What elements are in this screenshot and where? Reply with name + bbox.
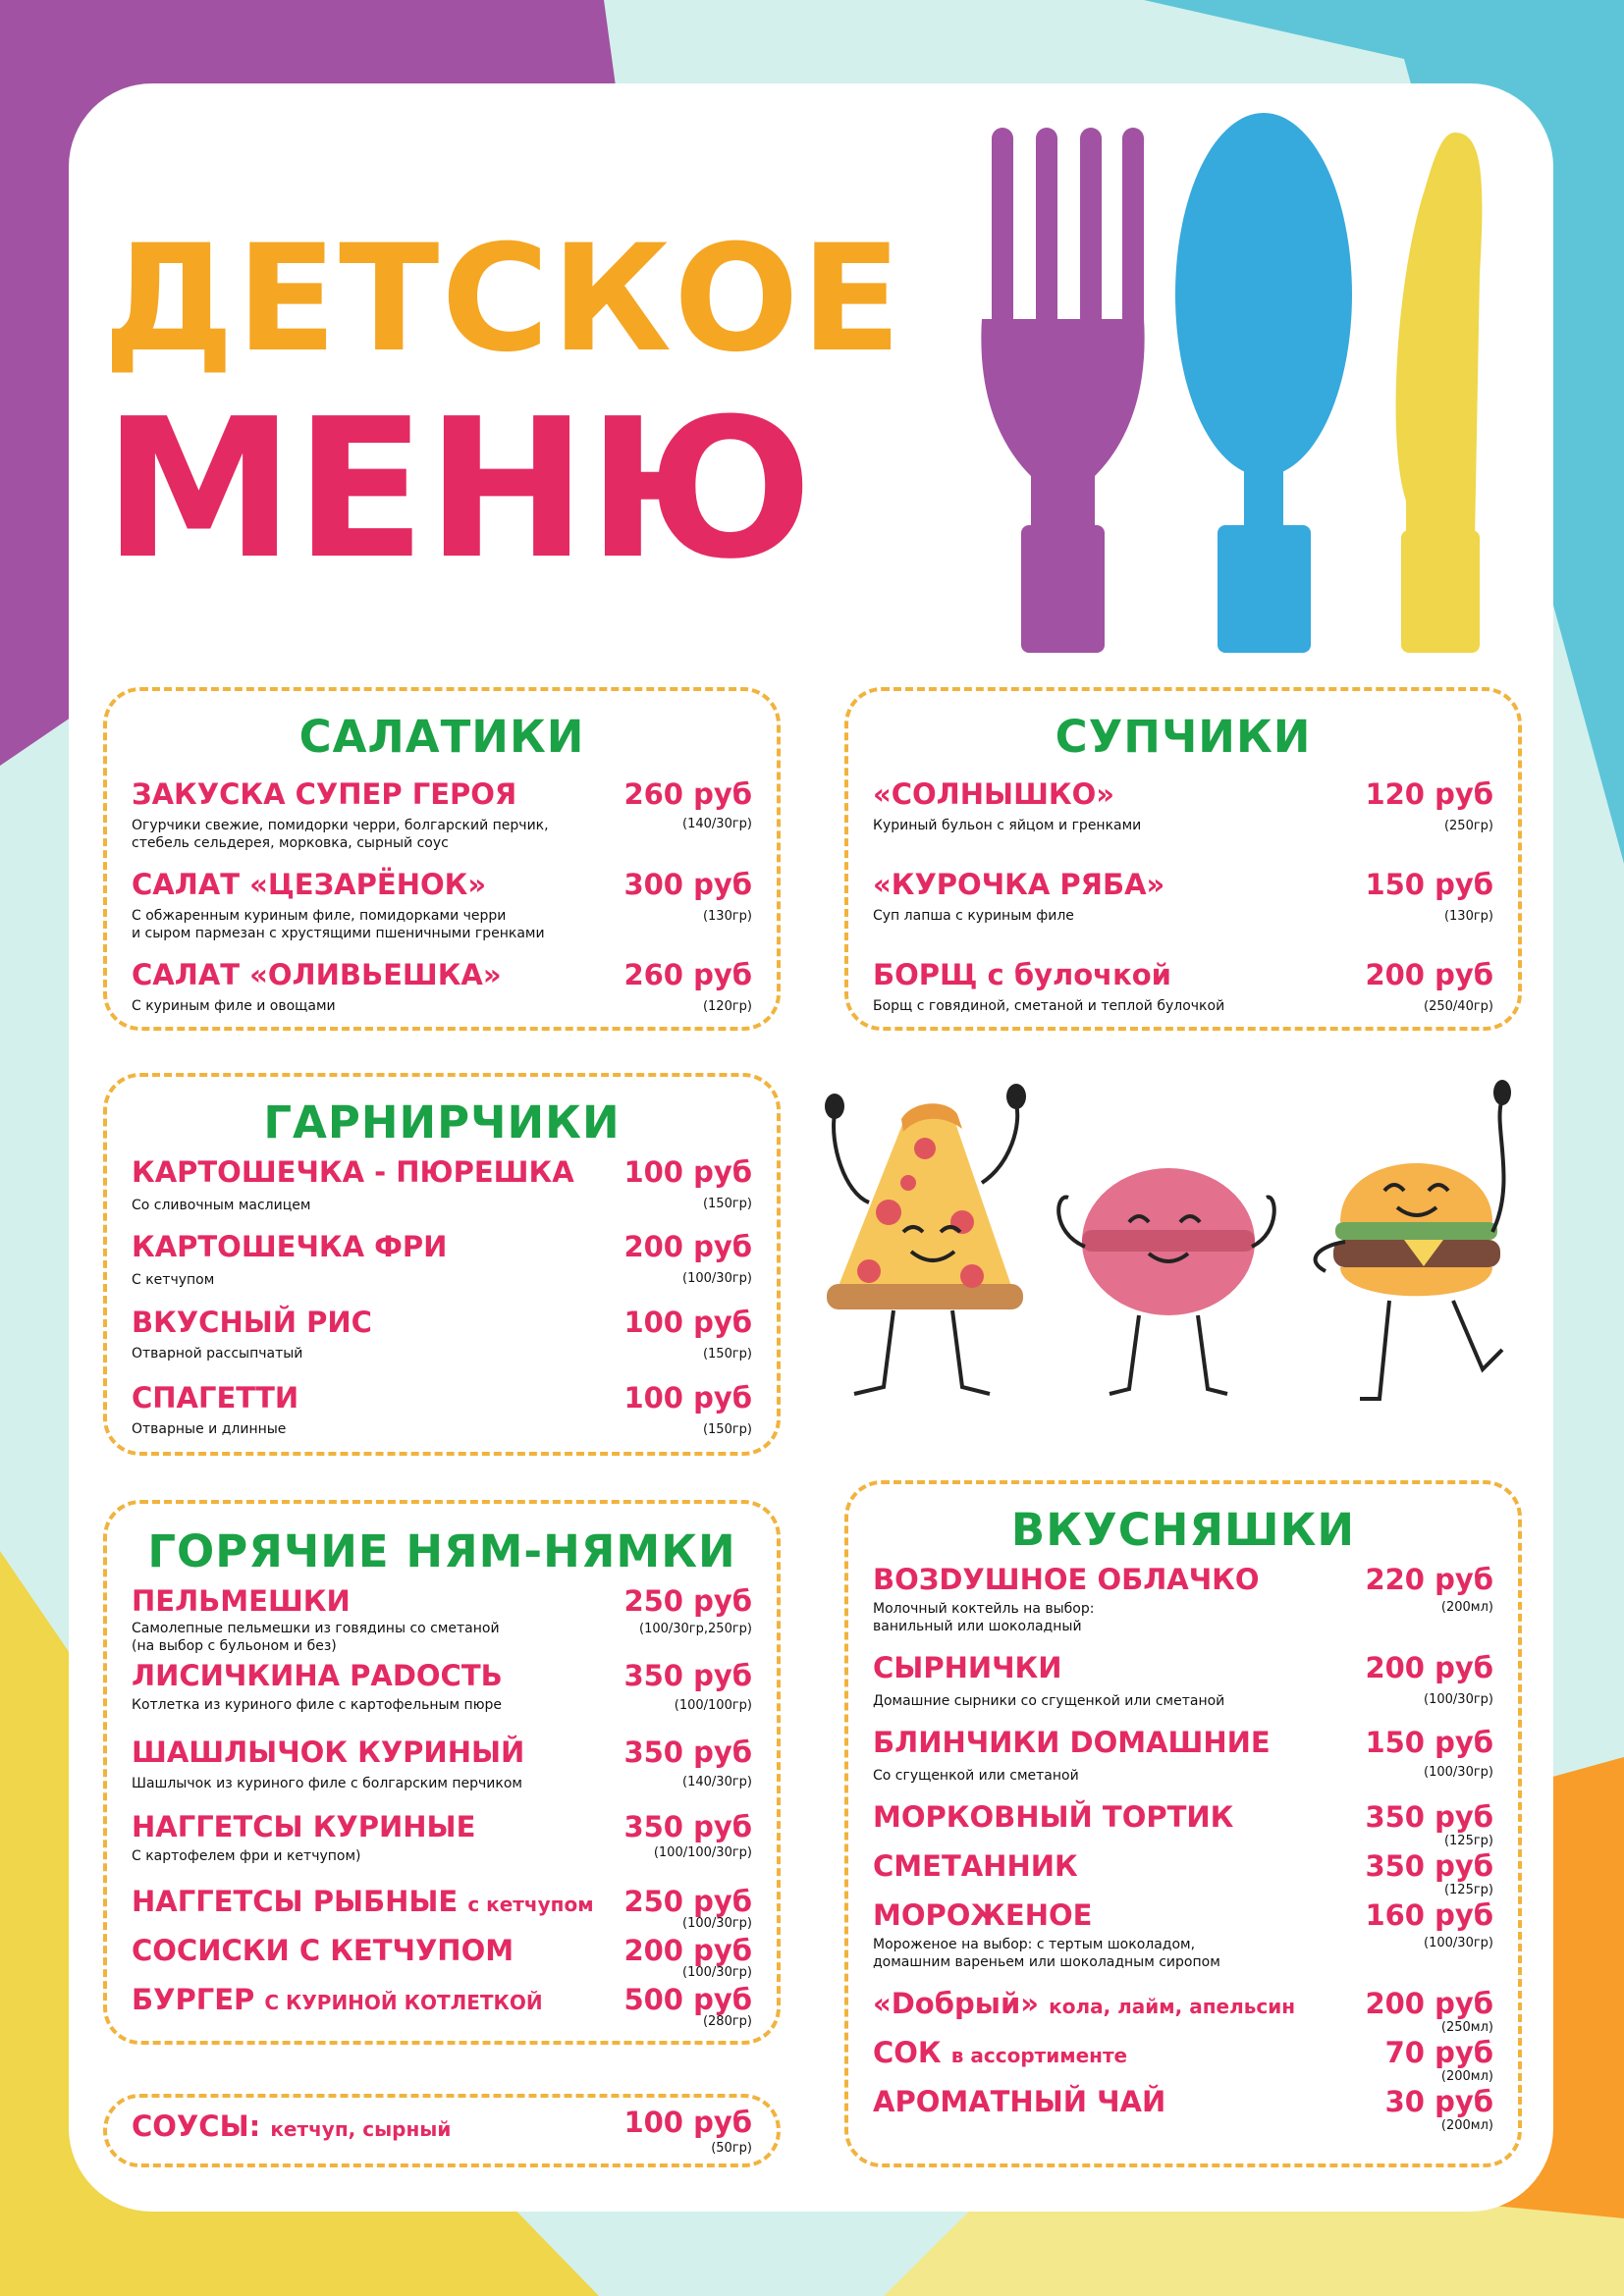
item-description: Самолепные пельмешки из говядины со сметаной xyxy=(132,1621,500,1636)
food-characters-illustration xyxy=(815,1075,1532,1428)
item-name: СЫРНИЧКИ xyxy=(873,1651,1062,1684)
item-price: 100 руб xyxy=(623,2106,752,2139)
section-title: ГОРЯЧИЕ НЯМ-НЯМКИ xyxy=(147,1525,736,1577)
item-price: 200 руб xyxy=(1365,958,1493,991)
item-price: 250 руб xyxy=(623,1584,752,1618)
item-weight: (280гр) xyxy=(702,2014,752,2029)
item-name-main: СОК xyxy=(873,2036,942,2069)
item-price: 100 руб xyxy=(623,1381,752,1415)
item-name: «СОЛНЫШКО» xyxy=(873,777,1114,811)
item-price: 220 руб xyxy=(1365,1563,1493,1596)
item-name: БЛИНЧИКИ DОМАШНИЕ xyxy=(873,1726,1271,1759)
item-price: 200 руб xyxy=(623,1934,752,1967)
item-weight: (150гр) xyxy=(702,1197,752,1211)
section-title: ГАРНИРЧИКИ xyxy=(263,1096,621,1148)
item-price: 260 руб xyxy=(623,958,752,991)
item-description: Суп лапша с куриным филе xyxy=(873,908,1074,924)
item-weight: (50гр) xyxy=(711,2141,752,2156)
item-weight: (100/100гр) xyxy=(674,1698,752,1713)
item-name: МОРКОВНЫЙ ТОРТИК xyxy=(873,1800,1234,1834)
item-price: 350 руб xyxy=(623,1659,752,1692)
item-price: 150 руб xyxy=(1365,868,1493,901)
item-description: Котлетка из куриного филе с картофельным пюре xyxy=(132,1697,502,1713)
pizza-character xyxy=(825,1084,1026,1394)
item-price: 350 руб xyxy=(1365,1800,1493,1834)
item-weight: (100/30гр) xyxy=(682,1916,752,1931)
item-weight: (250/40гр) xyxy=(1424,999,1493,1014)
item-weight: (100/30гр) xyxy=(682,1271,752,1286)
item-name: ВКУСНЫЙ РИС xyxy=(132,1306,372,1339)
item-description: стебель сельдерея, морковка, сырный соус xyxy=(132,835,449,851)
spoon-icon xyxy=(1170,113,1357,658)
item-weight: (125гр) xyxy=(1443,1883,1493,1897)
item-weight: (200мл) xyxy=(1440,1600,1493,1615)
item-name: САЛАТ «ОЛИВЬЕШКА» xyxy=(132,958,502,991)
section-soups xyxy=(844,687,1522,1031)
item-price: 150 руб xyxy=(1365,1726,1493,1759)
item-price: 350 руб xyxy=(623,1735,752,1769)
item-description: ванильный или шоколадный xyxy=(873,1619,1082,1634)
item-name: СПАГЕТТИ xyxy=(132,1381,299,1415)
item-weight: (150гр) xyxy=(702,1347,752,1362)
item-weight: (200мл) xyxy=(1440,2069,1493,2084)
section-sweets xyxy=(844,1480,1522,2167)
item-name xyxy=(873,1987,1295,2020)
item-price: 260 руб xyxy=(623,777,752,811)
item-weight: (100/30гр,250гр) xyxy=(639,1622,752,1636)
item-price: 350 руб xyxy=(623,1810,752,1843)
item-price: 300 руб xyxy=(623,868,752,901)
fork-icon xyxy=(977,123,1149,658)
item-name: ШАШЛЫЧОК КУРИНЫЙ xyxy=(132,1735,525,1769)
item-price: 70 руб xyxy=(1384,2036,1493,2069)
item-price: 250 руб xyxy=(623,1885,752,1918)
item-price: 100 руб xyxy=(623,1155,752,1189)
item-price: 100 руб xyxy=(623,1306,752,1339)
item-weight: (140/30гр) xyxy=(682,817,752,831)
item-weight: (125гр) xyxy=(1443,1834,1493,1848)
item-description: Домашние сырники со сгущенкой или сметаной xyxy=(873,1693,1225,1709)
item-weight: (200мл) xyxy=(1440,2118,1493,2133)
item-name: СОСИСКИ С КЕТЧУПОМ xyxy=(132,1934,514,1967)
item-description: Отварной рассыпчатый xyxy=(132,1346,303,1362)
item-weight: (250мл) xyxy=(1440,2020,1493,2035)
item-name: КАРТОШЕЧКА ФРИ xyxy=(132,1230,448,1263)
item-price: 160 руб xyxy=(1365,1898,1493,1932)
item-name: ПЕЛЬМЕШКИ xyxy=(132,1584,351,1618)
item-name-note: кола, лайм, апельсин xyxy=(1049,1995,1296,2018)
knife-icon xyxy=(1386,128,1489,658)
item-name: ВОЗDУШНОЕ ОБЛАЧКО xyxy=(873,1563,1260,1596)
item-name-main: СОУСЫ: xyxy=(132,2109,261,2143)
item-name xyxy=(132,2109,451,2143)
section-salads xyxy=(103,687,781,1031)
item-name: БОРЩ с булочкой xyxy=(873,958,1171,991)
item-name xyxy=(873,2036,1127,2069)
item-description: Со сгущенкой или сметаной xyxy=(873,1768,1079,1784)
section-title: ВКУСНЯШКИ xyxy=(1010,1504,1356,1556)
item-price: 120 руб xyxy=(1365,777,1493,811)
section-hot-dishes xyxy=(103,1500,781,2045)
section-title: СУПЧИКИ xyxy=(1055,711,1312,763)
item-price: 200 руб xyxy=(623,1230,752,1263)
item-name: «КУРОЧКА РЯБА» xyxy=(873,868,1165,901)
section-title: САЛАТИКИ xyxy=(298,711,585,763)
item-name: АРОМАТНЫЙ ЧАЙ xyxy=(873,2085,1166,2118)
item-description: Огурчики свежие, помидорки черри, болгарский перчик, xyxy=(132,818,549,833)
item-name-main: БУРГЕР xyxy=(132,1983,255,2016)
item-name: ЛИСИЧКИНА РАDОСТЬ xyxy=(132,1659,503,1692)
item-name-note: С КУРИНОЙ КОТЛЕТКОЙ xyxy=(264,1991,543,2014)
item-weight: (140/30гр) xyxy=(682,1775,752,1789)
item-name xyxy=(132,1983,543,2016)
item-description: Молочный коктейль на выбор: xyxy=(873,1601,1095,1617)
item-price: 30 руб xyxy=(1384,2085,1493,2118)
item-weight: (130гр) xyxy=(1443,909,1493,924)
item-name: САЛАТ «ЦЕЗАРЁНОК» xyxy=(132,868,487,901)
item-name-main: НАГГЕТСЫ РЫБНЫЕ xyxy=(132,1885,459,1918)
item-description: (на выбор с бульоном и без) xyxy=(132,1638,337,1654)
item-weight: (100/30гр) xyxy=(682,1965,752,1980)
item-description: Куриный бульон с яйцом и гренками xyxy=(873,818,1142,833)
item-name-note: в ассортименте xyxy=(950,2044,1128,2067)
item-name-main: «Dобрый» xyxy=(873,1987,1040,2020)
item-name: МОРОЖЕНОЕ xyxy=(873,1898,1093,1932)
item-name-note: кетчуп, сырный xyxy=(270,2117,452,2141)
item-name: ЗАКУСКА СУПЕР ГЕРОЯ xyxy=(132,777,517,811)
section-sides xyxy=(103,1073,781,1456)
item-name-note: с кетчупом xyxy=(467,1893,594,1916)
item-weight: (100/30гр) xyxy=(1424,1692,1493,1707)
item-description: и сыром пармезан с хрустящими пшеничными гренками xyxy=(132,926,545,941)
item-description: С картофелем фри и кетчупом) xyxy=(132,1848,361,1864)
item-weight: (120гр) xyxy=(702,999,752,1014)
item-price: 200 руб xyxy=(1365,1651,1493,1684)
section-sauces xyxy=(103,2094,781,2167)
item-description: С обжаренным куриным филе, помидорками черри xyxy=(132,908,507,924)
item-weight: (100/30гр) xyxy=(1424,1765,1493,1780)
item-description: Борщ с говядиной, сметаной и теплой булочкой xyxy=(873,998,1225,1014)
item-description: Отварные и длинные xyxy=(132,1421,287,1437)
menu-title-line-1: ДЕТСКОЕ xyxy=(103,214,904,385)
item-description: Со сливочным маслицем xyxy=(132,1198,311,1213)
item-description: Шашлычок из куриного филе с болгарским перчиком xyxy=(132,1776,522,1791)
item-price: 500 руб xyxy=(623,1983,752,2016)
item-weight: (130гр) xyxy=(702,909,752,924)
item-weight: (100/30гр) xyxy=(1424,1936,1493,1950)
burger-character xyxy=(1316,1080,1511,1399)
item-name: КАРТОШЕЧКА - ПЮРЕШКА xyxy=(132,1155,574,1189)
item-description: Мороженое на выбор: с тертым шоколадом, xyxy=(873,1937,1196,1952)
item-description: домашним вареньем или шоколадным сиропом xyxy=(873,1954,1220,1970)
item-name: СМЕТАННИК xyxy=(873,1849,1078,1883)
item-name xyxy=(132,1885,594,1918)
item-description: С кетчупом xyxy=(132,1272,215,1288)
item-name: НАГГЕТСЫ КУРИНЫЕ xyxy=(132,1810,476,1843)
item-price: 200 руб xyxy=(1365,1987,1493,2020)
item-weight: (100/100/30гр) xyxy=(653,1845,752,1860)
item-weight: (150гр) xyxy=(702,1422,752,1437)
menu-title-line-2: МЕНЮ xyxy=(103,378,814,602)
macaron-character xyxy=(1058,1168,1274,1394)
item-weight: (250гр) xyxy=(1443,819,1493,833)
item-description: С куриным филе и овощами xyxy=(132,998,336,1014)
item-price: 350 руб xyxy=(1365,1849,1493,1883)
